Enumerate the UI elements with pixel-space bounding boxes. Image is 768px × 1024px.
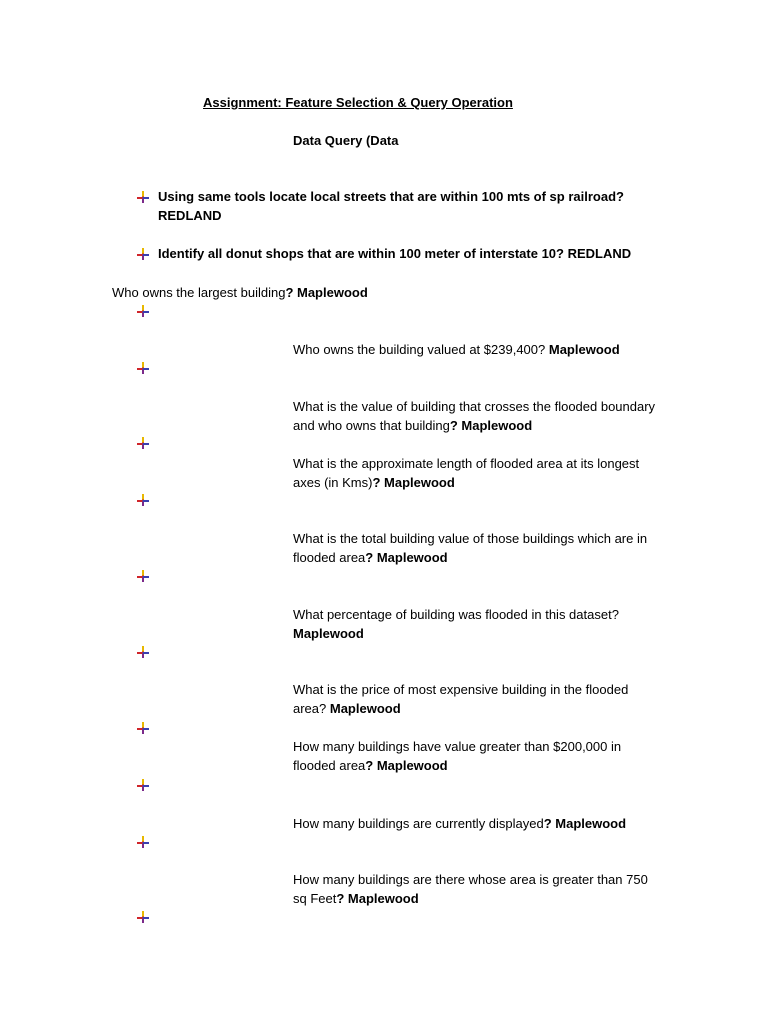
question-6 [293,680,665,718]
question-4 [293,529,665,567]
question-text: What is the value of building that crosses the flooded boundary and who owns that building [293,399,656,433]
bullet-icon [137,722,149,734]
bullet-icon [137,646,149,658]
bullet-icon [137,570,149,582]
question-9 [293,870,665,908]
answer-text: ? Maplewood [365,758,448,773]
answer-text: Maplewood [293,626,364,641]
question-2 [293,397,665,435]
question-text: How many buildings are currently displayed [293,816,544,831]
section-subtitle: Data Query (Data [293,133,399,148]
question-8 [293,814,665,833]
question-5 [293,605,665,643]
bullet-icon [137,248,149,260]
bullet-icon [137,191,149,203]
answer-text: Maplewood [545,342,620,357]
question-3 [293,454,665,492]
bullet-icon [137,911,149,923]
question-text: What percentage of building was flooded in this dataset? [293,607,619,622]
plain-question [112,283,368,302]
question-text: How many buildings are there whose area is greater than 750 sq Feet [293,872,648,906]
bullet-icon [137,305,149,317]
question-text: How many buildings have value greater than $200,000 in flooded area [293,739,622,773]
answer-text: ? Maplewood [336,891,419,906]
bullet-icon [137,362,149,374]
answer-text: ? Maplewood [365,550,448,565]
question-text: Who owns the largest building [112,285,286,300]
answer-text: ? Maplewood [449,418,533,433]
bullet-icon [137,836,149,848]
bullet-icon [137,779,149,791]
question-text: What is the approximate length of flooded area at its longest axes (in Kms) [293,456,640,490]
question-1 [293,340,665,359]
answer-text: Maplewood [326,701,401,716]
bullet-question-2: Identify all donut shops that are within 100 meter of interstate 10? REDLAND [158,246,632,261]
assignment-title: Assignment: Feature Selection & Query Operation [203,95,513,110]
bullet-question-1: Using same tools locate local streets that are within 100 mts of sp railroad? REDLAND [158,189,624,223]
question-text: Who owns the building valued at $239,400? [293,342,546,357]
answer-text: ? Maplewood [543,816,627,831]
bullet-icon [137,494,149,506]
answer-text: ? Maplewood [285,285,368,300]
question-text: What is the price of most expensive building in the flooded area? [293,682,629,716]
answer-text: ? Maplewood [372,475,455,490]
bullet-icon [137,437,149,449]
question-text: What is the total building value of those buildings which are in flooded area [293,531,648,565]
question-7 [293,737,665,775]
